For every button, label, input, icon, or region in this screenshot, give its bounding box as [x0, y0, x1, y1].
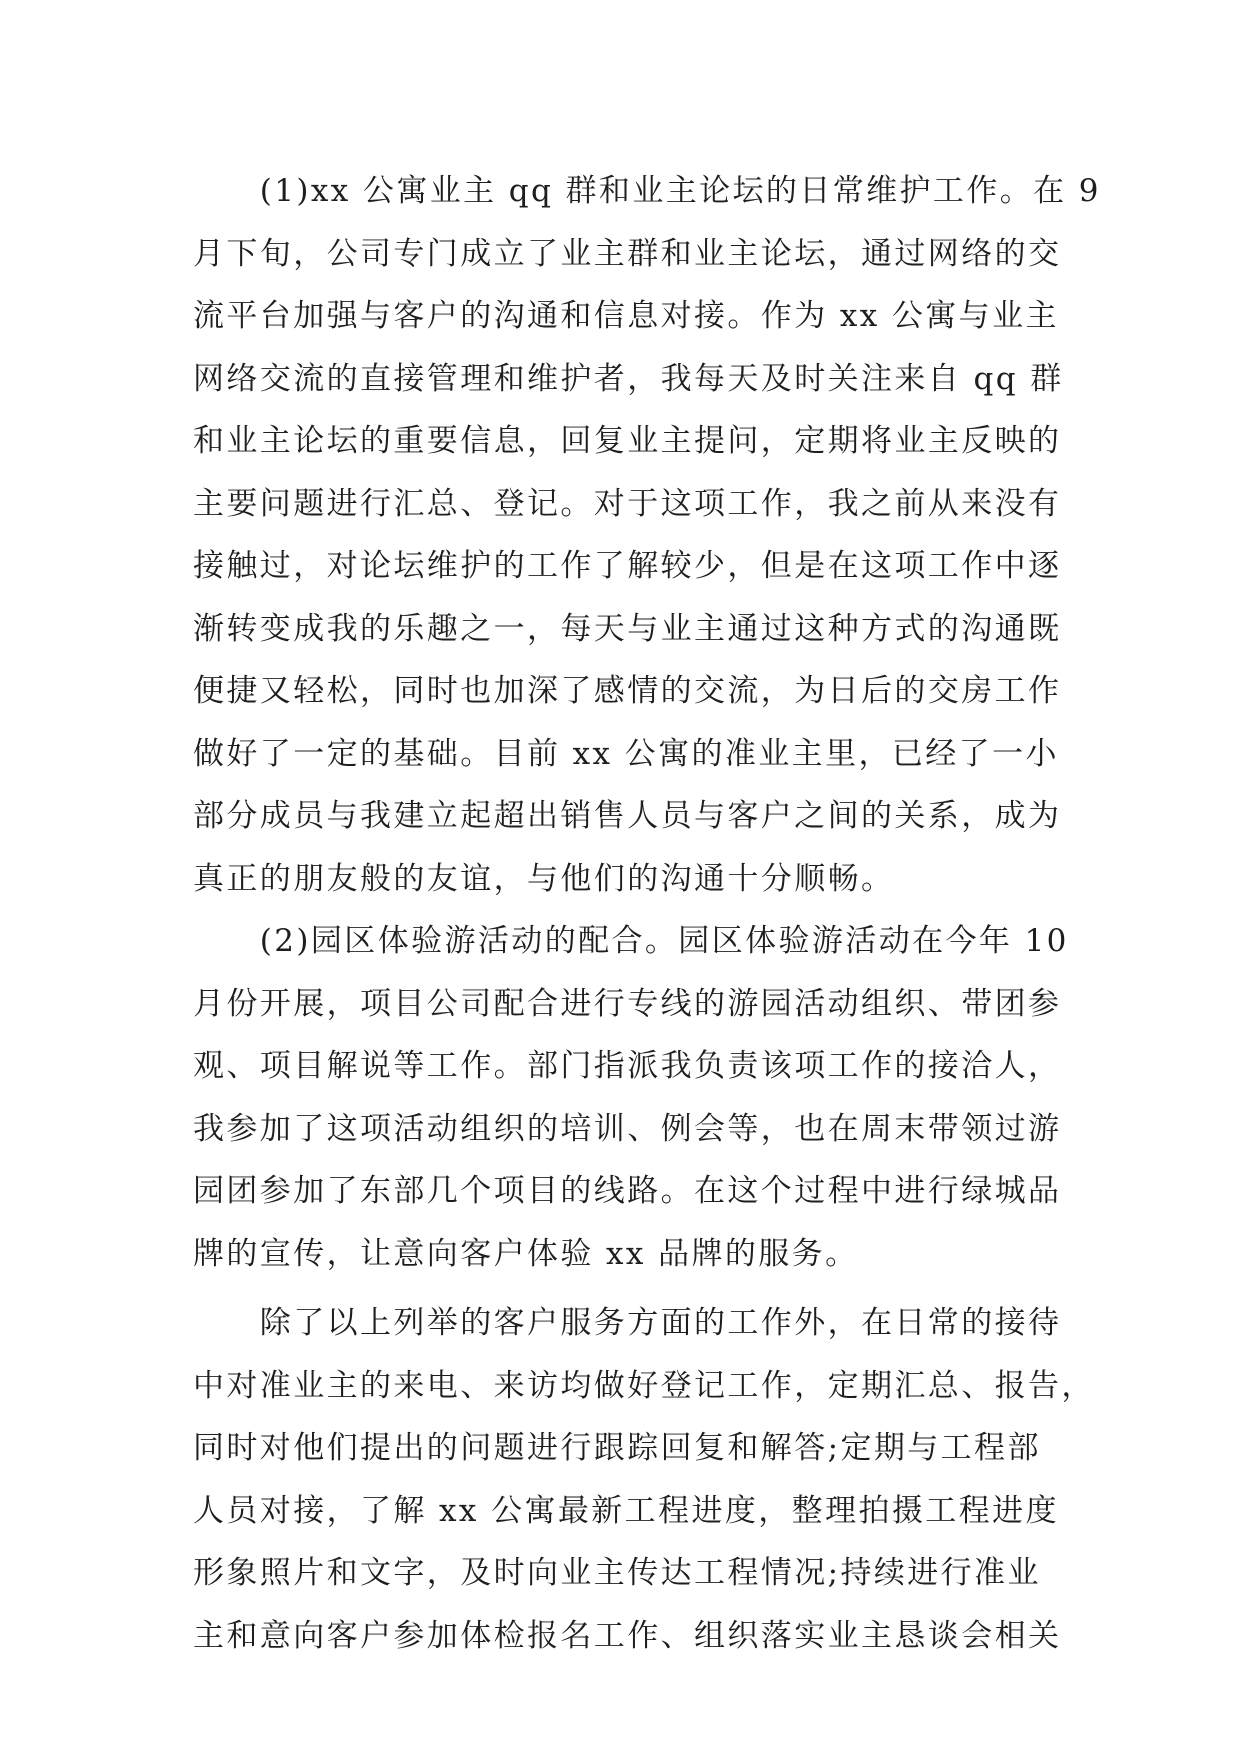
text-line: 渐转变成我的乐趣之一，每天与业主通过这种方式的沟通既: [193, 610, 1062, 647]
text-line: 观、项目解说等工作。部门指派我负责该项工作的接洽人，: [193, 1048, 1062, 1084]
text-line: 便捷又轻松，同时也加深了感情的交流，为日后的交房工作: [193, 673, 1062, 709]
text-line: 部分成员与我建立起超出销售人员与客户之间的关系，成为: [193, 798, 1062, 834]
text-line: 形象照片和文字，及时向业主传达工程情况;持续进行准业: [193, 1555, 1041, 1591]
text-line: 园团参加了东部几个项目的线路。在这个过程中进行绿城品: [193, 1173, 1062, 1209]
text-line: 主要问题进行汇总、登记。对于这项工作，我之前从来没有: [193, 485, 1062, 522]
text-line: 主和意向客户参加体检报名工作、组织落实业主恳谈会相关: [193, 1617, 1062, 1654]
text-line: 除了以上列举的客户服务方面的工作外，在日常的接待: [193, 1305, 1062, 1341]
text-line: (1)xx 公寓业主 qq 群和业主论坛的日常维护工作。在 9: [193, 173, 1101, 209]
text-line: 接触过，对论坛维护的工作了解较少，但是在这项工作中逐: [193, 548, 1062, 584]
text-line: 同时对他们提出的问题进行跟踪回复和解答;定期与工程部: [193, 1430, 1041, 1466]
text-line: 人员对接，了解 xx 公寓最新工程进度，整理拍摄工程进度: [193, 1492, 1059, 1529]
paragraph-other-customer-service: [193, 1292, 1095, 1667]
text-line: 做好了一定的基础。目前 xx 公寓的准业主里，已经了一小: [193, 735, 1059, 772]
text-line: 流平台加强与客户的沟通和信息对接。作为 xx 公寓与业主: [193, 298, 1059, 334]
paragraph-qq-group-maintenance: [193, 160, 1101, 910]
text-line: 和业主论坛的重要信息，回复业主提问，定期将业主反映的: [193, 423, 1062, 459]
text-line: 网络交流的直接管理和维护者，我每天及时关注来自 qq 群: [193, 360, 1064, 397]
text-line: 月份开展，项目公司配合进行专线的游园活动组织、带团参: [193, 985, 1062, 1022]
text-line: 我参加了这项活动组织的培训、例会等，也在周末带领过游: [193, 1110, 1062, 1147]
text-line: 真正的朋友般的友谊，与他们的沟通十分顺畅。: [193, 860, 895, 897]
body-text: [193, 160, 1101, 1667]
text-line: 牌的宣传，让意向客户体验 xx 品牌的服务。: [193, 1235, 859, 1272]
text-line: 月下旬，公司专门成立了业主群和业主论坛，通过网络的交: [193, 235, 1062, 272]
paragraph-park-tour-activity: [193, 910, 1069, 1285]
text-line: (2)园区体验游活动的配合。园区体验游活动在今年 10: [193, 923, 1069, 959]
text-line: 中对准业主的来电、来访均做好登记工作，定期汇总、报告，: [193, 1367, 1095, 1404]
